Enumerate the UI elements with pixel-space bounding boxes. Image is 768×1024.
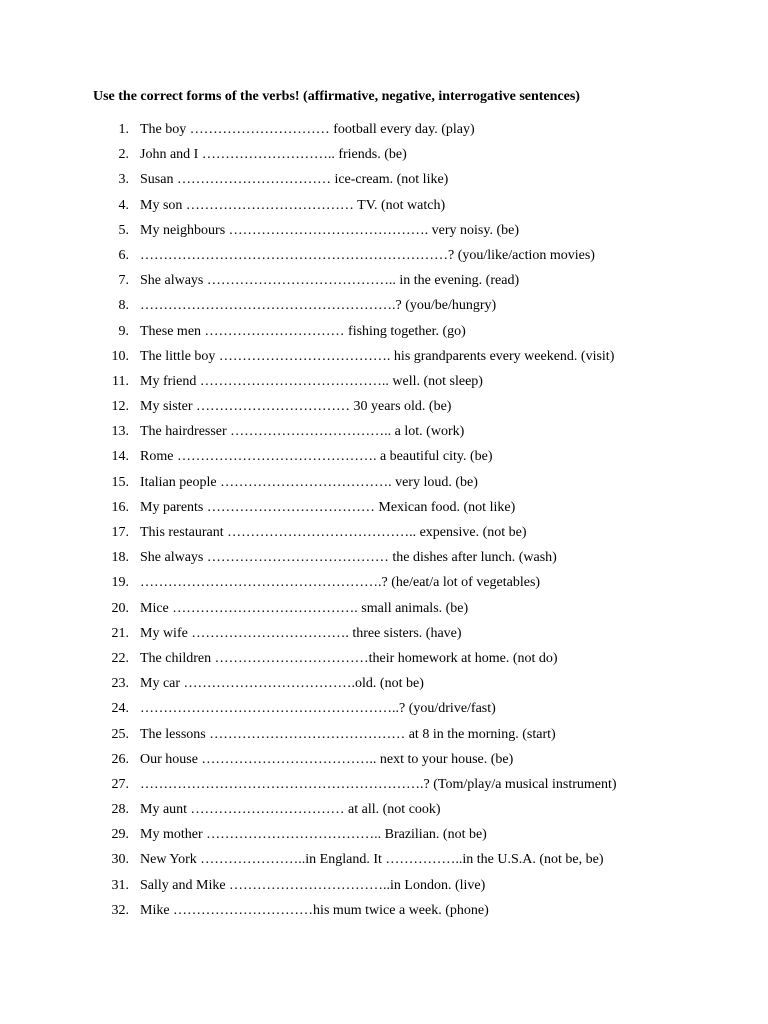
exercise-sentence: …………………………………………….? (he/eat/a lot of vegetables) (140, 575, 541, 591)
exercise-sentence: …………………………………………………….? (Tom/play/a musical instrument) (140, 776, 617, 792)
exercise-number: 10. (111, 348, 129, 364)
exercise-number: 14. (111, 449, 129, 465)
exercise-number: 15. (111, 474, 129, 490)
exercise-sentence: My friend ………………………………….. well. (not sleep) (140, 373, 483, 389)
exercise-number: 29. (111, 827, 129, 843)
exercise-sentence: The lessons …………………………………… at 8 in the morning. (start) (140, 726, 556, 742)
exercise-number: 23. (111, 676, 129, 692)
exercise-number: 4. (118, 197, 129, 213)
exercise-number: 20. (111, 600, 129, 616)
exercise-sentence: Susan …………………………… ice-cream. (not like) (140, 172, 449, 188)
exercise-number: 1. (118, 122, 129, 137)
exercise-sentence: The hairdresser …………………………….. a lot. (work) (140, 424, 465, 440)
exercise-number: 28. (111, 802, 129, 818)
exercise-sentence: My neighbours ……………………………………. very noisy. (be) (140, 222, 520, 238)
exercise-sentence: Mice …………………………………. small animals. (be) (140, 600, 469, 616)
exercise-sentence: The children ……………………………their homework at home. (not do) (140, 650, 558, 666)
exercise-sentence: Rome ……………………………………. a beautiful city. (be) (140, 449, 493, 465)
exercise-number: 31. (111, 877, 129, 893)
exercise-sentence: My car ……………………………….old. (not be) (140, 676, 424, 692)
exercise-sentence: My aunt …………………………… at all. (not cook) (140, 802, 441, 818)
exercise-number: 21. (111, 625, 129, 641)
exercise-sentence: The boy ………………………… football every day. (play) (140, 122, 475, 137)
exercise-sentence: My parents ……………………………… Mexican food. (not like) (140, 499, 516, 515)
exercise-number: 18. (111, 550, 129, 566)
exercise-sentence: My sister …………………………… 30 years old. (be) (140, 399, 452, 415)
exercise-sentence: She always ………………………………….. in the evening. (read) (140, 273, 520, 289)
exercise-sentence: This restaurant ………………………………….. expensive. (not be) (140, 525, 527, 540)
exercise-number: 6. (118, 247, 129, 263)
exercise-sentence: Our house ……………………………….. next to your house. (be) (140, 751, 514, 767)
exercise-sentence: …………………………………………………………? (you/like/action movies) (140, 247, 595, 263)
exercise-sentence: ………………………………………………..? (you/drive/fast) (140, 701, 496, 717)
exercise-sentence: My mother ……………………………….. Brazilian. (not be) (140, 827, 487, 843)
exercise-number: 8. (118, 298, 129, 314)
exercise-number: 30. (111, 852, 129, 868)
exercise-sentence: ……………………………………………….? (you/be/hungry) (140, 298, 497, 314)
exercise-sentence: Mike …………………………his mum twice a week. (phone) (140, 902, 489, 918)
exercise-number: 12. (111, 399, 129, 415)
exercise-number: 27. (111, 776, 129, 792)
exercise-sentence: These men ………………………… fishing together. (go) (140, 323, 466, 339)
exercise-number: 26. (111, 751, 129, 767)
exercise-number: 22. (111, 650, 129, 666)
exercise-number: 2. (118, 147, 129, 163)
exercise-number: 17. (111, 525, 129, 540)
exercise-number: 3. (118, 172, 129, 188)
exercise-number: 11. (112, 373, 129, 389)
exercise-number: 19. (111, 575, 129, 591)
exercise-sentence: My son ……………………………… TV. (not watch) (140, 197, 446, 213)
worksheet-title: Use the correct forms of the verbs! (affirmative, negative, interrogative sentences) (93, 89, 580, 104)
exercise-number: 32. (111, 902, 129, 918)
exercise-number: 9. (118, 323, 129, 339)
exercise-number: 13. (111, 424, 129, 440)
exercise-sentence: My wife ……………………………. three sisters. (have) (140, 625, 462, 641)
exercise-sentence: The little boy ………………………………. his grandparents every weekend. (visit) (140, 348, 615, 364)
exercise-sentence: Italian people ………………………………. very loud. (be) (140, 474, 478, 490)
exercise-number: 7. (118, 273, 129, 289)
exercise-number: 25. (111, 726, 129, 742)
exercise-sentence: New York …………………..in England. It ……………..in the U.S.A. (not be, be) (140, 852, 604, 868)
exercise-number: 5. (118, 222, 129, 238)
exercise-number: 16. (111, 499, 129, 515)
exercise-sentence: She always ………………………………… the dishes after lunch. (wash) (140, 550, 557, 566)
exercise-number: 24. (111, 701, 129, 717)
exercise-sentence: John and I ……………………….. friends. (be) (140, 147, 407, 163)
exercise-sentence: Sally and Mike ……………………………..in London. (live) (140, 877, 486, 893)
